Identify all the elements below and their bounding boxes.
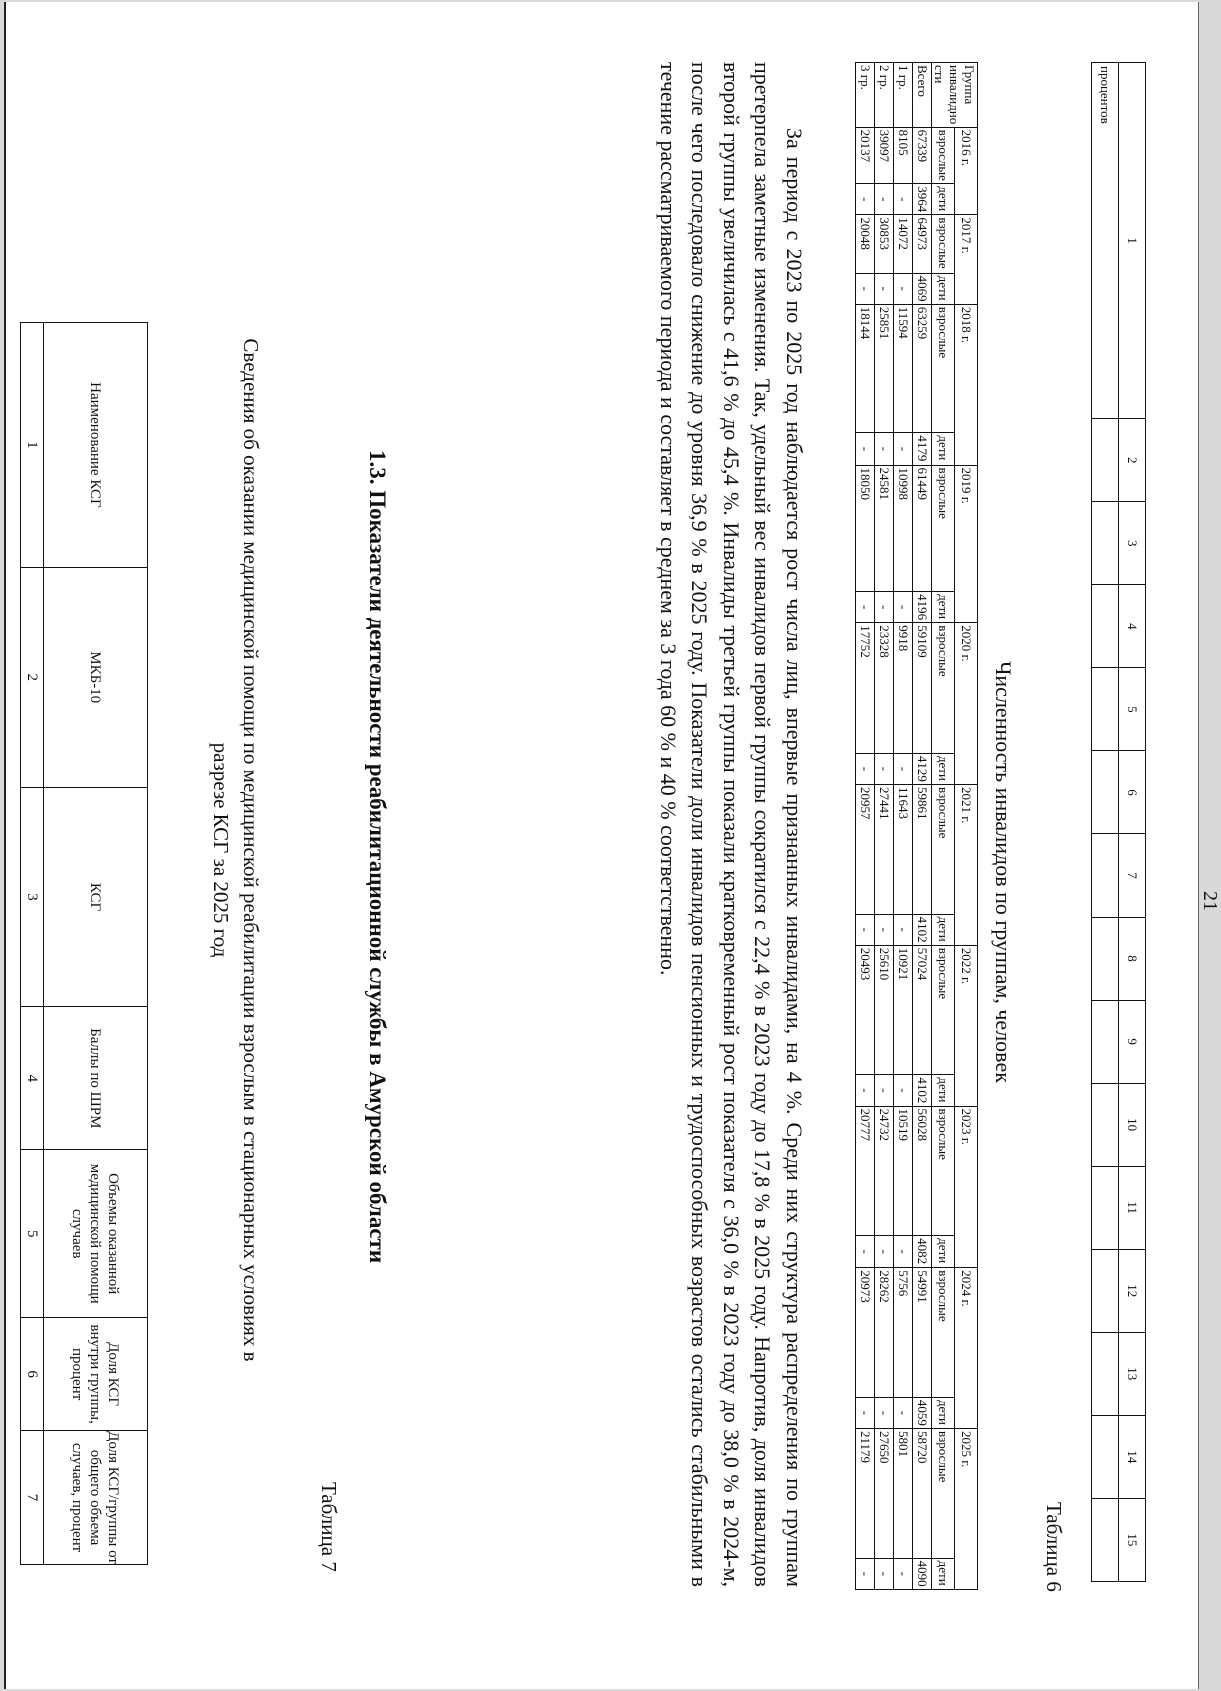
subheader-children: дети xyxy=(932,184,955,215)
table-cell: - xyxy=(894,592,913,623)
table-cell: 4102 xyxy=(913,1075,932,1106)
table-cell: - xyxy=(856,184,875,215)
column-number: 8 xyxy=(1119,917,1146,1000)
subheader-adults: взрослые xyxy=(932,945,955,1075)
header-share-total: Доля КСГ/группы от общего объема случаев, процент xyxy=(44,1431,148,1565)
table-cell: 4090 xyxy=(913,1558,932,1589)
column-number: 9 xyxy=(1119,1000,1146,1083)
table-cell: 3964 xyxy=(913,184,932,215)
group-header: Группа инвалидно сти xyxy=(932,63,978,128)
subheader-adults: взрослые xyxy=(932,304,955,433)
column-number: 1 xyxy=(21,323,44,568)
table-cell: - xyxy=(894,433,913,465)
table-cell: - xyxy=(856,433,875,465)
table-cell: 21179 xyxy=(856,1429,875,1559)
column-number: 5 xyxy=(21,1150,44,1318)
table-row xyxy=(856,63,875,1590)
table-cell: - xyxy=(875,1558,894,1589)
table-cell: 20137 xyxy=(856,127,875,184)
table7-label: Таблица 7 xyxy=(317,1482,341,1572)
table-cell: 67339 xyxy=(913,127,932,184)
table-cell: 5801 xyxy=(894,1429,913,1559)
subheader-children: дети xyxy=(932,1075,955,1106)
subheader-children: дети xyxy=(932,753,955,784)
table-cell: 14072 xyxy=(894,215,913,273)
header-shrm-score: Баллы по ШРМ xyxy=(44,1007,148,1150)
column-number: 3 xyxy=(21,787,44,1007)
table6-body xyxy=(856,63,932,1590)
column-number: 6 xyxy=(21,1318,44,1431)
table-row xyxy=(894,63,913,1590)
table-cell: - xyxy=(856,753,875,784)
subheader-children: дети xyxy=(932,914,955,945)
table-cell: 20493 xyxy=(856,945,875,1075)
subheader-adults: взрослые xyxy=(932,785,955,915)
column-number: 7 xyxy=(1119,834,1146,917)
table-cell: 24732 xyxy=(875,1106,894,1236)
table-cell: - xyxy=(894,1558,913,1589)
subheader-adults: взрослые xyxy=(932,465,955,592)
column-number: 2 xyxy=(21,567,44,787)
year-header: 2022 г. xyxy=(955,945,978,1106)
table-cell: 4082 xyxy=(913,1236,932,1268)
table-row xyxy=(875,63,894,1590)
rotated-landscape-content xyxy=(6,62,1221,1638)
table-cell: 18050 xyxy=(856,465,875,592)
subheader-children: дети xyxy=(932,592,955,623)
table-cell: - xyxy=(856,1236,875,1268)
column-number: 15 xyxy=(1119,1498,1146,1581)
document-page xyxy=(4,2,1221,1689)
table7-number-row xyxy=(21,323,44,1565)
column-number: 7 xyxy=(21,1431,44,1565)
table-cell: 25851 xyxy=(875,304,894,433)
column-number: 11 xyxy=(1119,1166,1146,1249)
table-cell: 17752 xyxy=(856,623,875,754)
table-cell: - xyxy=(894,1075,913,1106)
column-number: 6 xyxy=(1119,751,1146,834)
table-cell: 54991 xyxy=(913,1268,932,1398)
table-cell: 4102 xyxy=(913,914,932,945)
subheader-children: дети xyxy=(932,433,955,465)
table-cell: - xyxy=(894,1236,913,1268)
table-cell: 24581 xyxy=(875,465,894,592)
table-cell: - xyxy=(875,592,894,623)
column-number: 10 xyxy=(1119,1083,1146,1166)
table7-title-line2: разрезе КСГ за 2025 год xyxy=(209,742,233,958)
year-header: 2016 г. xyxy=(955,127,978,215)
subheader-adults: взрослые xyxy=(932,127,955,184)
table6-subheader xyxy=(932,63,955,1590)
row-label: 3 гр. xyxy=(856,63,875,128)
column-number: 3 xyxy=(1119,502,1146,585)
table-cell: 4069 xyxy=(913,273,932,304)
table-cell: - xyxy=(875,1397,894,1428)
table7-rehab-ksg xyxy=(20,322,148,1565)
row-label: 1 гр. xyxy=(894,63,913,128)
table-cell: 8105 xyxy=(894,127,913,184)
table-cell: 11643 xyxy=(894,785,913,915)
table-cell: 59861 xyxy=(913,785,932,915)
section-heading: 1.3. Показатели деятельности реабилитационной службы в Амурской области xyxy=(365,450,390,1264)
table-cell: 61449 xyxy=(913,465,932,592)
table-cell: 28262 xyxy=(875,1268,894,1398)
table-cell: 56028 xyxy=(913,1106,932,1236)
table5-continuation xyxy=(1091,62,1146,1582)
subheader-children: дети xyxy=(932,1236,955,1268)
subheader-adults: взрослые xyxy=(932,1268,955,1398)
subheader-children: дети xyxy=(932,1558,955,1589)
table-cell: - xyxy=(875,753,894,784)
table-cell: - xyxy=(894,753,913,784)
table6-label: Таблица 6 xyxy=(1042,1502,1066,1592)
column-number: 5 xyxy=(1119,668,1146,751)
table-cell: 20777 xyxy=(856,1106,875,1236)
table-cell: 20048 xyxy=(856,215,875,273)
table-cell: 18144 xyxy=(856,304,875,433)
header-ksg-name: Наименование КСГ xyxy=(44,323,148,568)
year-header: 2024 г. xyxy=(955,1268,978,1429)
header-ksg: КСГ xyxy=(44,787,148,1007)
table-cell: - xyxy=(894,273,913,304)
row-label: 2 гр. xyxy=(875,63,894,128)
table-cell: 10519 xyxy=(894,1106,913,1236)
table7-header-row xyxy=(44,323,148,1565)
table-cell: - xyxy=(856,914,875,945)
page-number: 21 xyxy=(1199,891,1221,911)
table-cell: 30853 xyxy=(875,215,894,273)
paragraph-text: За период с 2023 по 2025 год наблюдается рост числа лиц, впервые признанных инвалидами, на 4 %. Среди них структура распределения по группам претерпела заметные изменения. Так, удельный вес инвалидов первой группы сократился с 22,4 % в 2023 году до 17,8 % в 2025 году. Напротив, доля инвалидов второй группы увеличилась с 41,6 % до 45,4 %. Инвалиды третьей группы показали кратковременный рост показателя с 36,0 % в 2023 году до 38,0 % в 2024-м, после чего последовало снижение до уровня 36,9 % в 2025 году. Показатели доли инвалидов пенсионных и трудоспособных возрастов остались стабильными в течение рассматриваемого периода и составляет в среднем за 3 года 60 % и 40 % соответственно. xyxy=(656,62,807,1587)
table5-row-percent xyxy=(1092,63,1119,1582)
table-cell: 25610 xyxy=(875,945,894,1075)
table-cell: 4196 xyxy=(913,592,932,623)
subheader-children: дети xyxy=(932,273,955,304)
year-header: 2018 г. xyxy=(955,304,978,465)
analysis-paragraph xyxy=(653,62,811,1587)
column-number: 2 xyxy=(1119,419,1146,502)
table-cell: - xyxy=(856,1397,875,1428)
column-number: 1 xyxy=(1119,63,1146,419)
table-cell: 4179 xyxy=(913,433,932,465)
table-cell: 27441 xyxy=(875,785,894,915)
table-cell: 5756 xyxy=(894,1268,913,1398)
year-header: 2019 г. xyxy=(955,465,978,623)
table5-column-numbers xyxy=(1119,63,1146,1582)
table6-title: Численность инвалидов по группам, человек xyxy=(991,661,1016,1083)
table7-title-line1: Сведения об оказании медицинской помощи по медицинской реабилитации взрослым в стационарных условиях в xyxy=(239,338,263,1362)
row-label: процентов xyxy=(1092,63,1119,419)
table-cell: 4059 xyxy=(913,1397,932,1428)
year-header: 2017 г. xyxy=(955,215,978,304)
table-cell: - xyxy=(875,914,894,945)
year-header: 2025 г. xyxy=(955,1429,978,1590)
table-cell: 57024 xyxy=(913,945,932,1075)
table-cell: 20957 xyxy=(856,785,875,915)
column-number: 12 xyxy=(1119,1249,1146,1332)
subheader-adults: взрослые xyxy=(932,215,955,273)
table-cell: - xyxy=(875,1075,894,1106)
table-cell: 9918 xyxy=(894,623,913,754)
table-cell: 11594 xyxy=(894,304,913,433)
column-number: 4 xyxy=(21,1007,44,1150)
table6-year-header xyxy=(955,63,978,1590)
year-header: 2020 г. xyxy=(955,623,978,785)
table-cell: - xyxy=(875,433,894,465)
table-cell: 59109 xyxy=(913,623,932,754)
column-number: 14 xyxy=(1119,1415,1146,1498)
table-cell: 4129 xyxy=(913,753,932,784)
subheader-adults: взрослые xyxy=(932,1106,955,1236)
column-number: 4 xyxy=(1119,585,1146,668)
table-cell: 64973 xyxy=(913,215,932,273)
table-cell: 63259 xyxy=(913,304,932,433)
table-cell: - xyxy=(856,592,875,623)
row-label: Всего xyxy=(913,63,932,128)
subheader-children: дети xyxy=(932,1397,955,1428)
table-cell: - xyxy=(894,184,913,215)
table-cell: - xyxy=(875,273,894,304)
table-row xyxy=(913,63,932,1590)
table-cell: 10998 xyxy=(894,465,913,592)
header-volume: Объемы оказанной медицинской помощи случаев xyxy=(44,1150,148,1318)
table-cell: 23328 xyxy=(875,623,894,754)
year-header: 2021 г. xyxy=(955,785,978,946)
table-cell: - xyxy=(894,914,913,945)
table-cell: 10921 xyxy=(894,945,913,1075)
table-cell: - xyxy=(875,184,894,215)
table-cell: 58720 xyxy=(913,1429,932,1559)
table-cell: - xyxy=(856,1075,875,1106)
table-cell: - xyxy=(875,1236,894,1268)
header-mkb10: МКБ-10 xyxy=(44,567,148,787)
table-cell: 27650 xyxy=(875,1429,894,1559)
subheader-adults: взрослые xyxy=(932,1429,955,1559)
subheader-adults: взрослые xyxy=(932,623,955,754)
table6-disabled-by-group xyxy=(855,62,978,1590)
column-number: 13 xyxy=(1119,1332,1146,1415)
table-cell: 20973 xyxy=(856,1268,875,1398)
table-cell: - xyxy=(894,1397,913,1428)
table-cell: - xyxy=(856,273,875,304)
table-cell: - xyxy=(856,1558,875,1589)
year-header: 2023 г. xyxy=(955,1106,978,1268)
table-cell: 39097 xyxy=(875,127,894,184)
header-share-in-group: Доля КСГ внутри группы, процент xyxy=(44,1318,148,1431)
